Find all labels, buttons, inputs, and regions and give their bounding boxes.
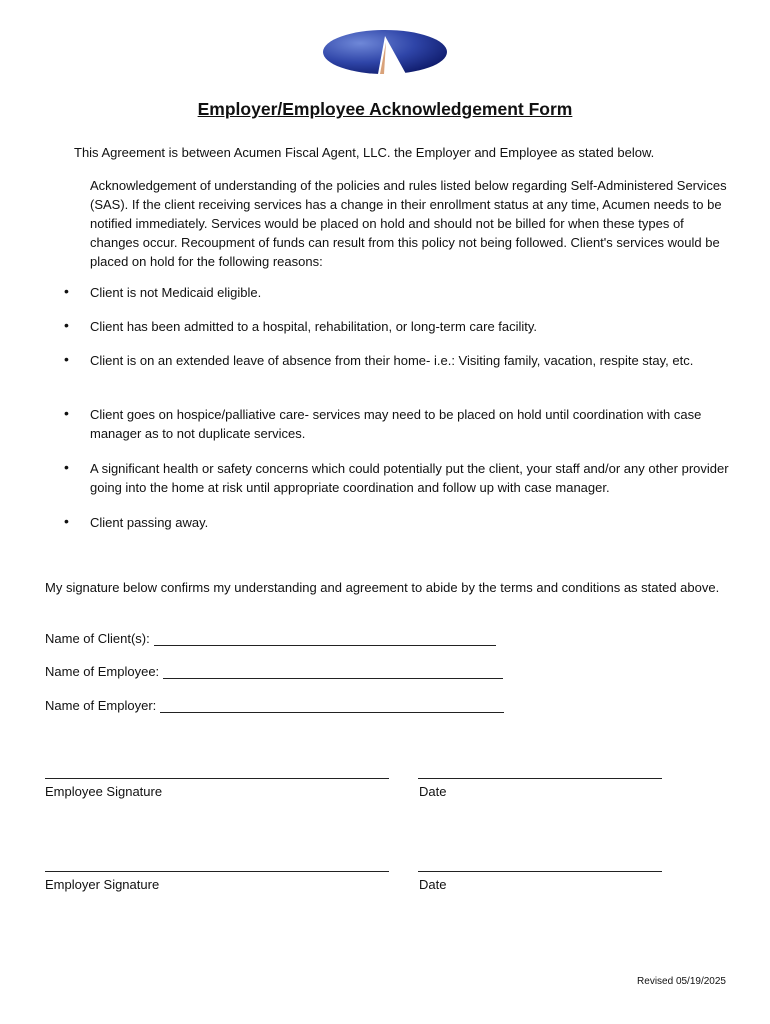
employee-name-line[interactable] xyxy=(163,664,503,679)
list-item-text: Client is on an extended leave of absence from their home- i.e.: Visiting family, vacation, respite stay, etc. xyxy=(90,353,694,368)
bullet-icon: • xyxy=(64,459,69,475)
client-name-line[interactable] xyxy=(154,631,496,646)
list-item-text: Client has been admitted to a hospital, rehabilitation, or long-term care facility. xyxy=(90,319,538,334)
bullet-icon: • xyxy=(64,283,69,299)
list-item-text: Client goes on hospice/palliative care- services may need to be placed on hold until coordination with case manager as to not duplicate services. xyxy=(90,407,702,441)
list-item-text: Client passing away. xyxy=(90,515,209,530)
bullet-icon: • xyxy=(64,317,69,333)
list-item-text: Client is not Medicaid eligible. xyxy=(90,285,262,300)
page-title: Employer/Employee Acknowledgement Form xyxy=(197,99,573,119)
acumen-logo xyxy=(322,28,448,76)
employee-date-line[interactable] xyxy=(418,778,662,779)
employer-signature-label: Employer Signature xyxy=(45,877,160,892)
employer-signature-line[interactable] xyxy=(45,871,389,872)
employee-name-label: Name of Employee: xyxy=(45,664,160,679)
bullet-icon: • xyxy=(64,405,69,421)
client-name-field[interactable] xyxy=(45,631,496,646)
confirmation-text: My signature below confirms my understanding and agreement to abide by the terms and conditions as stated above. xyxy=(45,580,720,595)
client-name-label: Name of Client(s): xyxy=(45,631,150,646)
list-item-text: A significant health or safety concerns which could potentially put the client, your staff and/or any other provider going into the home at risk until appropriate coordination and follow up with case manager. xyxy=(90,461,729,495)
employer-date-line[interactable] xyxy=(418,871,662,872)
policy-paragraph: Acknowledgement of understanding of the policies and rules listed below regarding Self-Administered Services (SAS). If the client receiving services has a change in their enrollment status at any time, Acumen needs to be notified immediately. Services would be placed on hold and should not be billed for when these types of changes occur. Recoupment of funds can result from this policy not being followed. Client's services would be placed on hold for the following reasons: xyxy=(90,178,727,269)
employer-name-field[interactable] xyxy=(45,698,504,713)
bullet-icon: • xyxy=(64,351,69,367)
bullet-icon: • xyxy=(64,513,69,529)
employee-date-label: Date xyxy=(419,784,447,799)
employee-name-field[interactable] xyxy=(45,664,503,679)
employer-name-line[interactable] xyxy=(160,698,504,713)
employer-date-label: Date xyxy=(419,877,447,892)
intro-text: This Agreement is between Acumen Fiscal Agent, LLC. the Employer and Employee as stated below. xyxy=(74,145,655,160)
employer-name-label: Name of Employer: xyxy=(45,698,157,713)
revision-date: Revised 05/19/2025 xyxy=(637,976,726,987)
employee-signature-line[interactable] xyxy=(45,778,389,779)
employee-signature-label: Employee Signature xyxy=(45,784,163,799)
